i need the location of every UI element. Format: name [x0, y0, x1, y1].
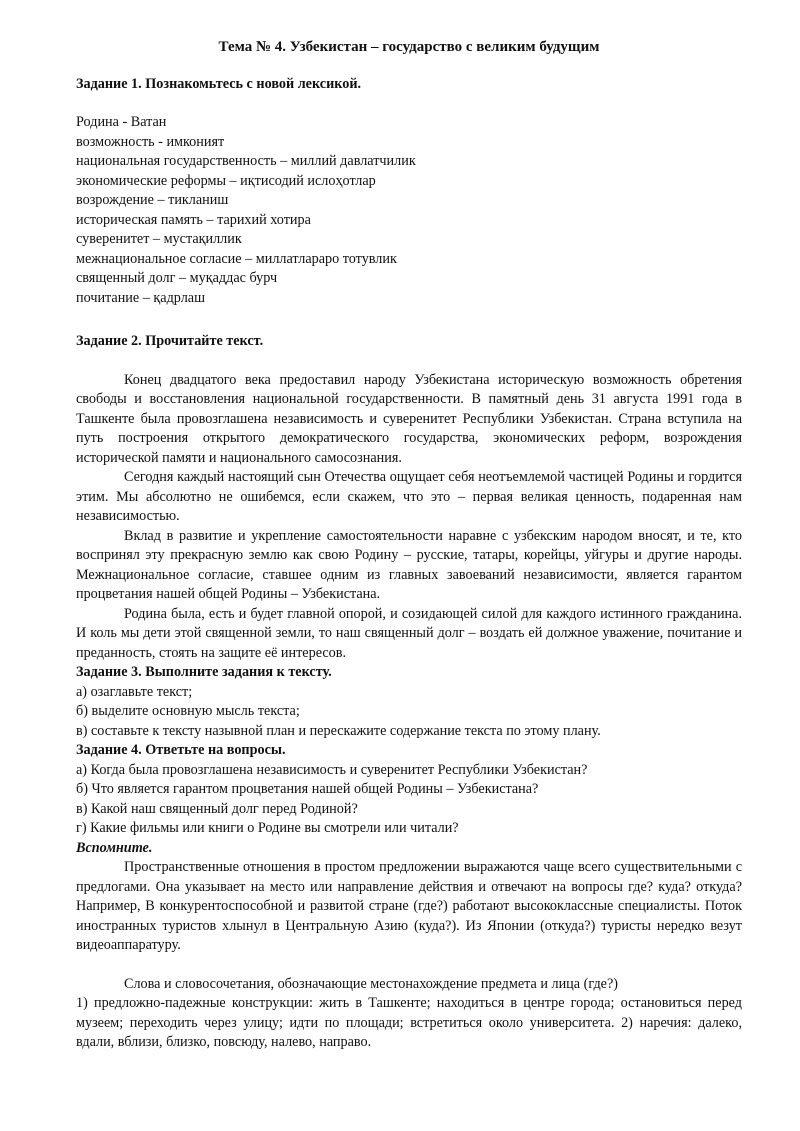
task1-heading: Задание 1. Познакомьтесь с новой лексикой. [76, 75, 362, 92]
document-title: Тема № 4. Узбекистан – государство с великим будущим [218, 39, 600, 55]
task3-item: в) составьте к тексту назывной план и перескажите содержание текста по этому плану. [76, 722, 601, 739]
task3-item: б) выделите основную мысль текста; [76, 703, 300, 719]
task4-heading: Задание 4. Ответьте на вопросы. [76, 742, 286, 758]
question-item: в) Какой наш священный долг перед Родиной? [76, 800, 358, 817]
vocab-item: суверенитет – мустақиллик [76, 231, 242, 247]
location-intro: Слова и словосочетания, обозначающие местонахождение предмета и лица (где?) [124, 975, 618, 992]
remember-heading: Вспомните. [76, 839, 153, 856]
vocabulary-list [76, 113, 742, 308]
question-item: б) Что является гарантом процветания нашей общей Родины – Узбекистана? [76, 781, 539, 797]
vocab-item: возрождение – тикланиш [76, 192, 229, 208]
text-paragraph: Конец двадцатого века предоставил народу Узбекистана историческую возможность обретения свободы и восстановления национальной государственности. В памятный день 31 августа 1991 года в Ташкенте была провозглашена независимость и суверенитет Республики Узбекистан. Страна вступила на путь построения открытого демократического государства, экономических реформ, возрождения исторической памяти и национального самосознания. [76, 371, 742, 466]
vocab-item: историческая память – тарихий хотира [76, 211, 311, 228]
text-paragraph: Сегодня каждый настоящий сын Отечества ощущает себя неотъемлемой частицей Родины и гордится этим. Мы абсолютно не ошибемся, если скажем, что это – первая великая ценность, подаренная нам независимостью. [76, 469, 742, 524]
task3-heading: Задание 3. Выполните задания к тексту. [76, 664, 332, 680]
text-paragraph: Вклад в развитие и укрепление самостоятельности наравне с узбекским народом вносят, и те, кто воспринял эту прекрасную землю как свою Родину – русские, татары, корейцы, уйгуры и другие народы. Межнациональное согласие, ставшее одним из главных завоеваний независимости, является гарантом процветания нашей общей Родины – Узбекистана. [76, 527, 742, 602]
vocab-item: возможность - имконият [76, 133, 225, 150]
question-item: г) Какие фильмы или книги о Родине вы смотрели или читали? [76, 820, 459, 836]
vocab-item: почитание – қадрлаш [76, 289, 206, 306]
task3-item: а) озаглавьте текст; [76, 683, 193, 700]
location-body: 1) предложно-падежные конструкции: жить в Ташкенте; находиться в центре города; остановиться перед музеем; переходить через улицу; идти по площади; встретиться около университета. 2) наречия: далеко, вдали, вблизи, близко, повсюду, налево, направо. [76, 995, 742, 1050]
vocab-item: Родина - Ватан [76, 114, 167, 130]
text-paragraph: Родина была, есть и будет главной опорой, и созидающей силой для каждого истинного гражданина. И коль мы дети этой священной земли, то наш священный долг – воздать ей должное уважение, почитание и преданность, стоять на защите её интересов. [76, 605, 742, 661]
vocab-item: священный долг – муқаддас бурч [76, 270, 278, 286]
vocab-item: экономические реформы – иқтисодий ислоҳотлар [76, 172, 376, 189]
vocab-item: межнациональное согласие – миллатлараро тотувлик [76, 250, 397, 267]
vocab-item: национальная государственность – миллий давлатчилик [76, 153, 416, 169]
remember-paragraph: Пространственные отношения в простом предложении выражаются чаще всего существительными с предлогами. Она указывает на место или направление действия и отвечают на вопросы где? куда? откуда? Например, В конкурентоспособной и развитой стране (где?) работают высококлассные специалисты. Поток иностранных туристов хлынул в Центральную Азию (куда?). Из Японии (откуда?) туристы нередко везут видеоаппаратуру. [76, 859, 742, 953]
task2-heading: Задание 2. Прочитайте текст. [76, 333, 264, 349]
question-item: а) Когда была провозглашена независимость и суверенитет Республики Узбекистан? [76, 761, 588, 778]
